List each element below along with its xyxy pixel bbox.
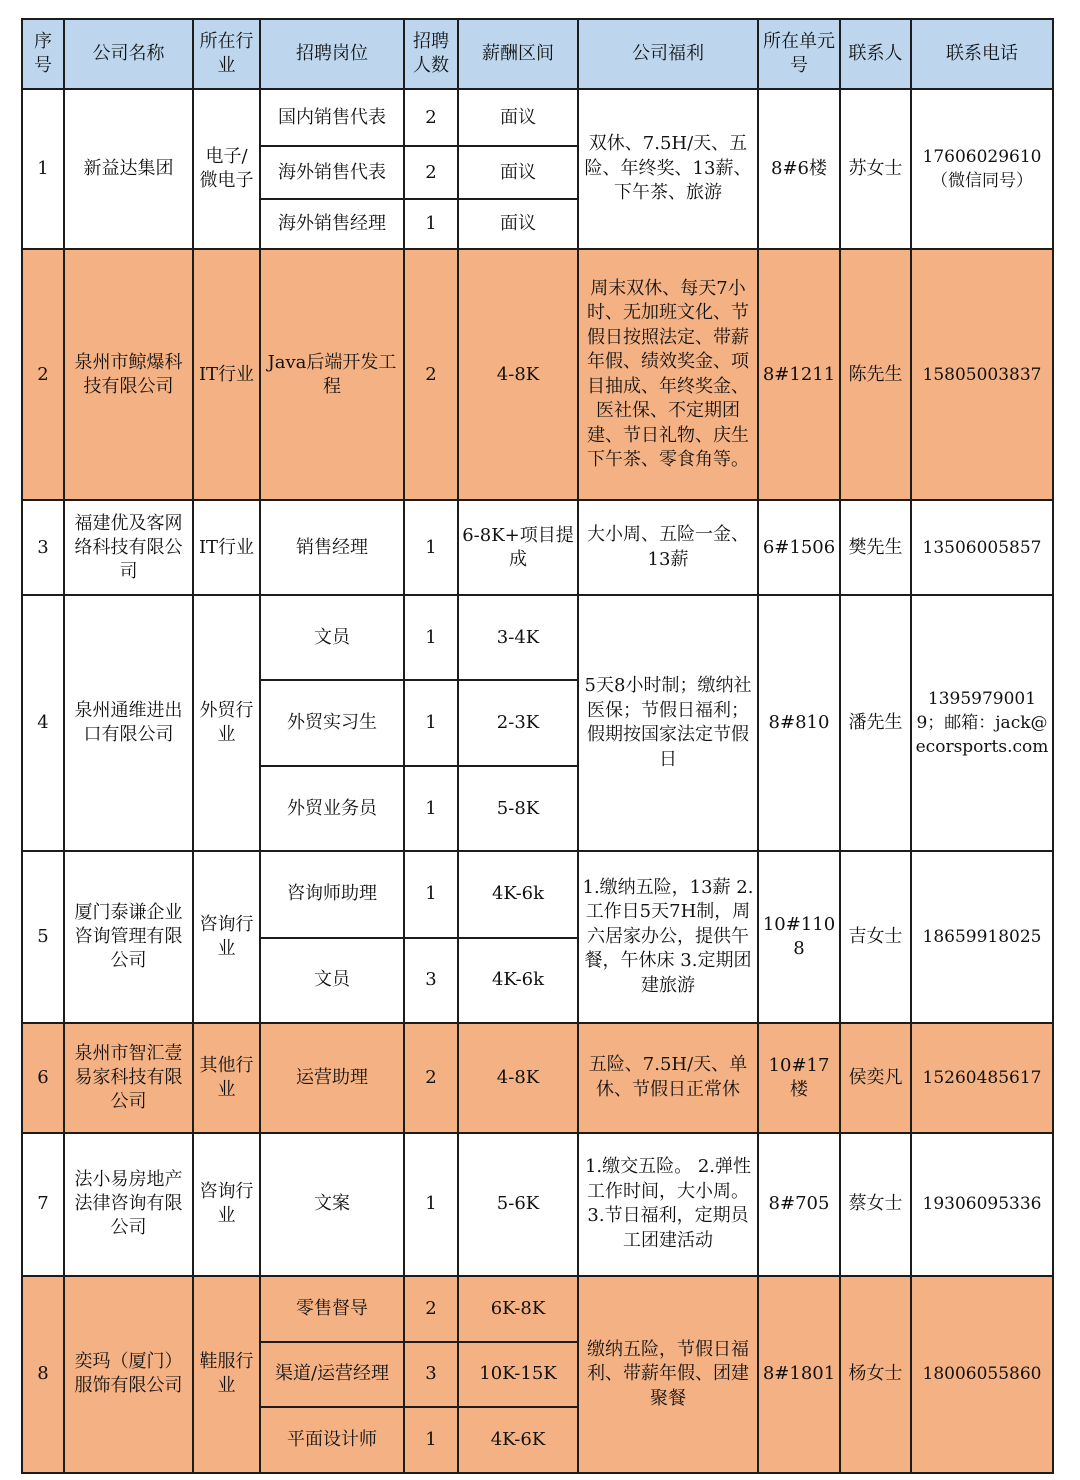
- industry: 电子/微电子: [193, 89, 260, 249]
- hire-count: 1: [404, 680, 458, 766]
- job-title: 文案: [260, 1133, 404, 1276]
- row-number: 3: [22, 500, 64, 595]
- job-title: 运营助理: [260, 1023, 404, 1133]
- header-cell-salary: 薪酬区间: [458, 19, 578, 89]
- salary-range: 4K-6K: [458, 1407, 578, 1473]
- header-cell-benefits: 公司福利: [578, 19, 758, 89]
- salary-range: 10K-15K: [458, 1342, 578, 1407]
- company-benefits: 大小周、五险一金、13薪: [578, 500, 758, 595]
- contact-person: 樊先生: [840, 500, 911, 595]
- job-title: 国内销售代表: [260, 89, 404, 146]
- industry: 外贸行业: [193, 595, 260, 851]
- company-benefits: 双休、7.5H/天、五险、年终奖、13薪、下午茶、旅游: [578, 89, 758, 249]
- header-cell-unit: 所在单元号: [758, 19, 840, 89]
- hire-count: 1: [404, 851, 458, 937]
- job-title: 文员: [260, 595, 404, 680]
- header-cell-phone: 联系电话: [911, 19, 1053, 89]
- industry: 咨询行业: [193, 1133, 260, 1276]
- row-number: 2: [22, 249, 64, 500]
- industry: IT行业: [193, 249, 260, 500]
- company-name: 法小易房地产法律咨询有限公司: [64, 1133, 193, 1276]
- job-title: 咨询师助理: [260, 851, 404, 937]
- table-row: [22, 851, 1053, 937]
- unit-number: 8#705: [758, 1133, 840, 1276]
- contact-phone: 18006055860: [911, 1276, 1053, 1473]
- table-row: [22, 1133, 1053, 1276]
- header-cell-count: 招聘人数: [404, 19, 458, 89]
- hire-count: 2: [404, 249, 458, 500]
- hire-count: 1: [404, 595, 458, 680]
- contact-person: 杨女士: [840, 1276, 911, 1473]
- hire-count: 1: [404, 1407, 458, 1473]
- job-title: 外贸业务员: [260, 766, 404, 851]
- salary-range: 5-6K: [458, 1133, 578, 1276]
- header-cell-company: 公司名称: [64, 19, 193, 89]
- row-number: 4: [22, 595, 64, 851]
- industry: 鞋服行业: [193, 1276, 260, 1473]
- salary-range: 面议: [458, 146, 578, 199]
- table-body: [22, 89, 1053, 1473]
- hire-count: 1: [404, 199, 458, 249]
- table-row: [22, 89, 1053, 146]
- contact-phone: 15260485617: [911, 1023, 1053, 1133]
- industry: IT行业: [193, 500, 260, 595]
- job-title: 销售经理: [260, 500, 404, 595]
- salary-range: 3-4K: [458, 595, 578, 680]
- row-number: 6: [22, 1023, 64, 1133]
- header-cell-position: 招聘岗位: [260, 19, 404, 89]
- hire-count: 2: [404, 1276, 458, 1342]
- hire-count: 3: [404, 1342, 458, 1407]
- contact-phone: 17606029610（微信同号）: [911, 89, 1053, 249]
- contact-person: 侯奕凡: [840, 1023, 911, 1133]
- table-row: [22, 500, 1053, 595]
- table-row: [22, 249, 1053, 500]
- unit-number: 8#6楼: [758, 89, 840, 249]
- company-name: 泉州市智汇壹易家科技有限公司: [64, 1023, 193, 1133]
- unit-number: 10#17楼: [758, 1023, 840, 1133]
- contact-person: 潘先生: [840, 595, 911, 851]
- recruitment-table-container: [21, 18, 1052, 1474]
- salary-range: 2-3K: [458, 680, 578, 766]
- table-row: [22, 595, 1053, 680]
- job-title: 零售督导: [260, 1276, 404, 1342]
- hire-count: 1: [404, 1133, 458, 1276]
- salary-range: 4-8K: [458, 1023, 578, 1133]
- salary-range: 面议: [458, 89, 578, 146]
- unit-number: 10#1108: [758, 851, 840, 1022]
- row-number: 8: [22, 1276, 64, 1473]
- contact-phone: 13959790019；邮箱：jack@ecorsports.com: [911, 595, 1053, 851]
- salary-range: 4K-6k: [458, 851, 578, 937]
- recruitment-table: [21, 18, 1054, 1474]
- unit-number: 6#1506: [758, 500, 840, 595]
- salary-range: 4-8K: [458, 249, 578, 500]
- company-benefits: 5天8小时制；缴纳社医保；节假日福利；假期按国家法定节假日: [578, 595, 758, 851]
- unit-number: 8#1211: [758, 249, 840, 500]
- contact-phone: 18659918025: [911, 851, 1053, 1022]
- contact-phone: 19306095336: [911, 1133, 1053, 1276]
- company-benefits: 缴纳五险，节假日福利、带薪年假、团建聚餐: [578, 1276, 758, 1473]
- header-cell-industry: 所在行业: [193, 19, 260, 89]
- salary-range: 面议: [458, 199, 578, 249]
- company-name: 泉州通维进出口有限公司: [64, 595, 193, 851]
- row-number: 5: [22, 851, 64, 1022]
- contact-person: 吉女士: [840, 851, 911, 1022]
- company-name: 厦门泰谦企业咨询管理有限公司: [64, 851, 193, 1022]
- company-benefits: 1.缴交五险。 2.弹性工作时间，大小周。 3.节日福利，定期员工团建活动: [578, 1133, 758, 1276]
- contact-phone: 13506005857: [911, 500, 1053, 595]
- contact-person: 陈先生: [840, 249, 911, 500]
- company-name: 新益达集团: [64, 89, 193, 249]
- company-benefits: 周末双休、每天7小时、无加班文化、节假日按照法定、带薪年假、绩效奖金、项目抽成、年终奖金、医社保、不定期团建、节日礼物、庆生下午茶、零食角等。: [578, 249, 758, 500]
- header-cell-contact: 联系人: [840, 19, 911, 89]
- job-title: 文员: [260, 938, 404, 1023]
- salary-range: 6-8K+项目提成: [458, 500, 578, 595]
- job-title: Java后端开发工程: [260, 249, 404, 500]
- contact-person: 蔡女士: [840, 1133, 911, 1276]
- company-name: 泉州市鲸爆科技有限公司: [64, 249, 193, 500]
- unit-number: 8#1801: [758, 1276, 840, 1473]
- hire-count: 3: [404, 938, 458, 1023]
- unit-number: 8#810: [758, 595, 840, 851]
- row-number: 1: [22, 89, 64, 249]
- salary-range: 6K-8K: [458, 1276, 578, 1342]
- job-title: 海外销售代表: [260, 146, 404, 199]
- salary-range: 5-8K: [458, 766, 578, 851]
- job-title: 外贸实习生: [260, 680, 404, 766]
- header-row: [22, 19, 1053, 89]
- header-cell-no: 序号: [22, 19, 64, 89]
- job-title: 渠道/运营经理: [260, 1342, 404, 1407]
- row-number: 7: [22, 1133, 64, 1276]
- hire-count: 1: [404, 766, 458, 851]
- table-row: [22, 1276, 1053, 1342]
- hire-count: 2: [404, 1023, 458, 1133]
- contact-phone: 15805003837: [911, 249, 1053, 500]
- company-name: 奕玛（厦门）服饰有限公司: [64, 1276, 193, 1473]
- contact-person: 苏女士: [840, 89, 911, 249]
- company-benefits: 1.缴纳五险，13薪 2.工作日5天7H制，周六居家办公，提供午餐，午休床 3.定期团建旅游: [578, 851, 758, 1022]
- hire-count: 2: [404, 146, 458, 199]
- company-benefits: 五险、7.5H/天、单休、节假日正常休: [578, 1023, 758, 1133]
- job-title: 平面设计师: [260, 1407, 404, 1473]
- job-title: 海外销售经理: [260, 199, 404, 249]
- industry: 其他行业: [193, 1023, 260, 1133]
- company-name: 福建优及客网络科技有限公司: [64, 500, 193, 595]
- hire-count: 1: [404, 500, 458, 595]
- hire-count: 2: [404, 89, 458, 146]
- table-row: [22, 1023, 1053, 1133]
- salary-range: 4K-6k: [458, 938, 578, 1023]
- industry: 咨询行业: [193, 851, 260, 1022]
